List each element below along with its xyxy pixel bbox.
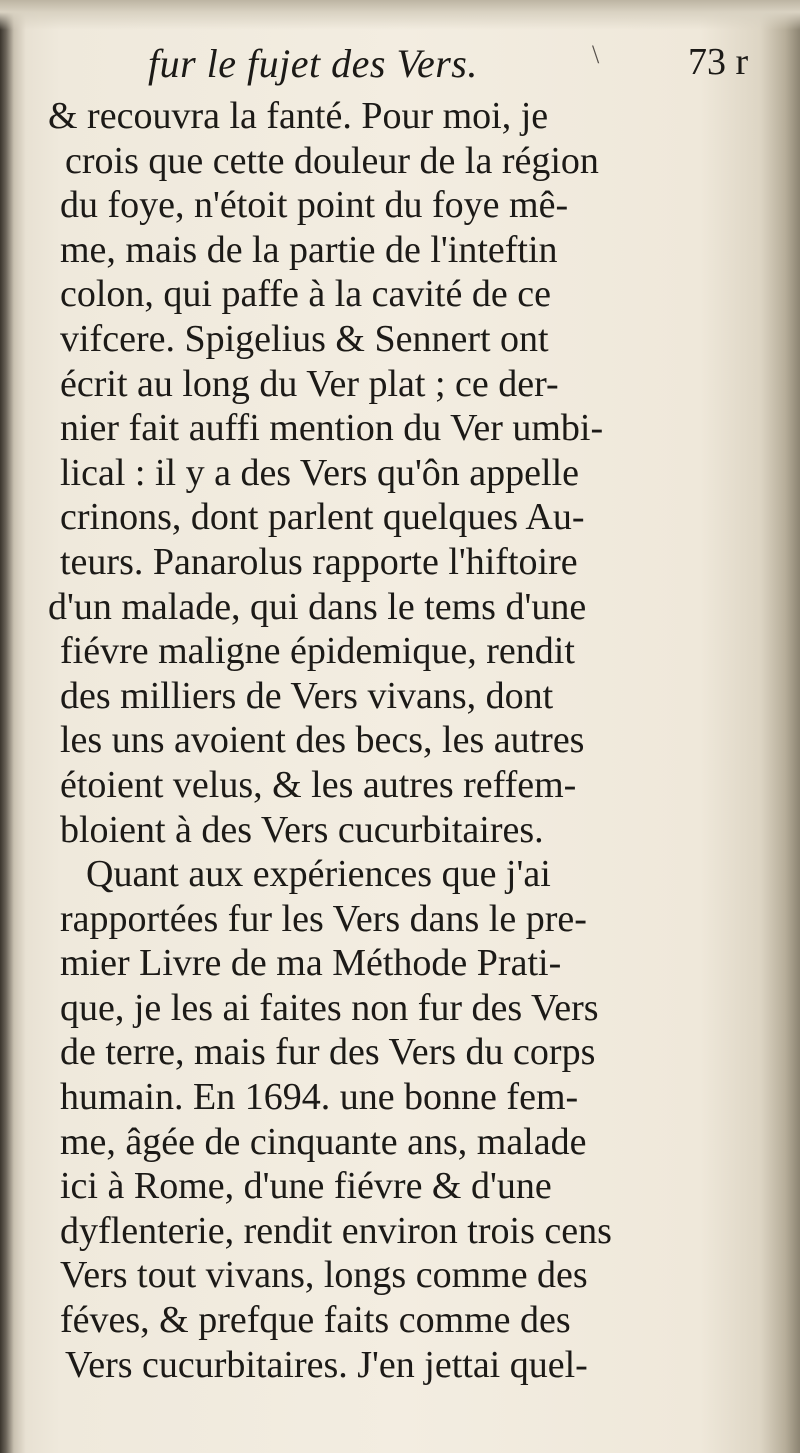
- text-line: ici à Rome, d'une fiévre & d'une: [60, 1165, 552, 1208]
- text-line: féves, & prefque faits comme des: [60, 1299, 571, 1342]
- running-head-title: fur le fujet des Vers.: [148, 41, 478, 86]
- text-line: lical : il y a des Vers qu'ôn appelle: [60, 451, 580, 494]
- running-head-mark: \: [592, 40, 600, 69]
- text-line: que, je les ai faites non fur des Vers: [60, 986, 599, 1029]
- text-line: Vers cucurbitaires. J'en jettai quel-: [65, 1343, 588, 1386]
- text-line: humain. En 1694. une bonne fem-: [60, 1076, 579, 1119]
- text-line: les uns avoient des becs, les autres: [60, 719, 585, 762]
- page-top-shadow: [0, 0, 800, 30]
- text-line: me, mais de la partie de l'inteftin: [60, 228, 558, 271]
- running-head: [0, 40, 800, 90]
- paragraph-start-line: Quant aux expériences que j'ai: [86, 853, 551, 896]
- text-line: colon, qui paffe à la cavité de ce: [60, 273, 551, 316]
- text-line: étoient velus, & les autres reffem-: [60, 763, 577, 806]
- text-line: vifcere. Spigelius & Sennert ont: [60, 317, 549, 360]
- page-number: 73 r: [688, 41, 749, 83]
- text-line: mier Livre de ma Méthode Prati-: [60, 942, 562, 985]
- text-line: écrit au long du Ver plat ; ce der-: [60, 362, 559, 405]
- text-line: d'un malade, qui dans le tems d'une: [48, 585, 587, 628]
- text-line: du foye, n'étoit point du foye mê-: [60, 184, 569, 227]
- text-line: fiévre maligne épidemique, rendit: [60, 630, 575, 673]
- text-line: me, âgée de cinquante ans, malade: [60, 1120, 587, 1163]
- text-line: des milliers de Vers vivans, dont: [60, 674, 554, 717]
- text-line: teurs. Panarolus rapporte l'hiftoire: [60, 540, 578, 583]
- text-line: & recouvra la fanté. Pour moi, je: [48, 95, 549, 137]
- text-line: dyflenterie, rendit environ trois cens: [60, 1209, 612, 1252]
- body-text: [48, 94, 748, 1387]
- text-line: crinons, dont parlent quelques Au-: [60, 496, 585, 539]
- text-line: crois que cette douleur de la région: [65, 139, 599, 182]
- text-line: bloient à des Vers cucurbitaires.: [60, 808, 544, 851]
- text-line: de terre, mais fur des Vers du corps: [60, 1031, 596, 1074]
- text-line: nier fait auffi mention du Ver umbi-: [60, 407, 604, 450]
- text-line: Vers tout vivans, longs comme des: [60, 1254, 588, 1297]
- text-line: rapportées fur les Vers dans le pre-: [60, 897, 587, 940]
